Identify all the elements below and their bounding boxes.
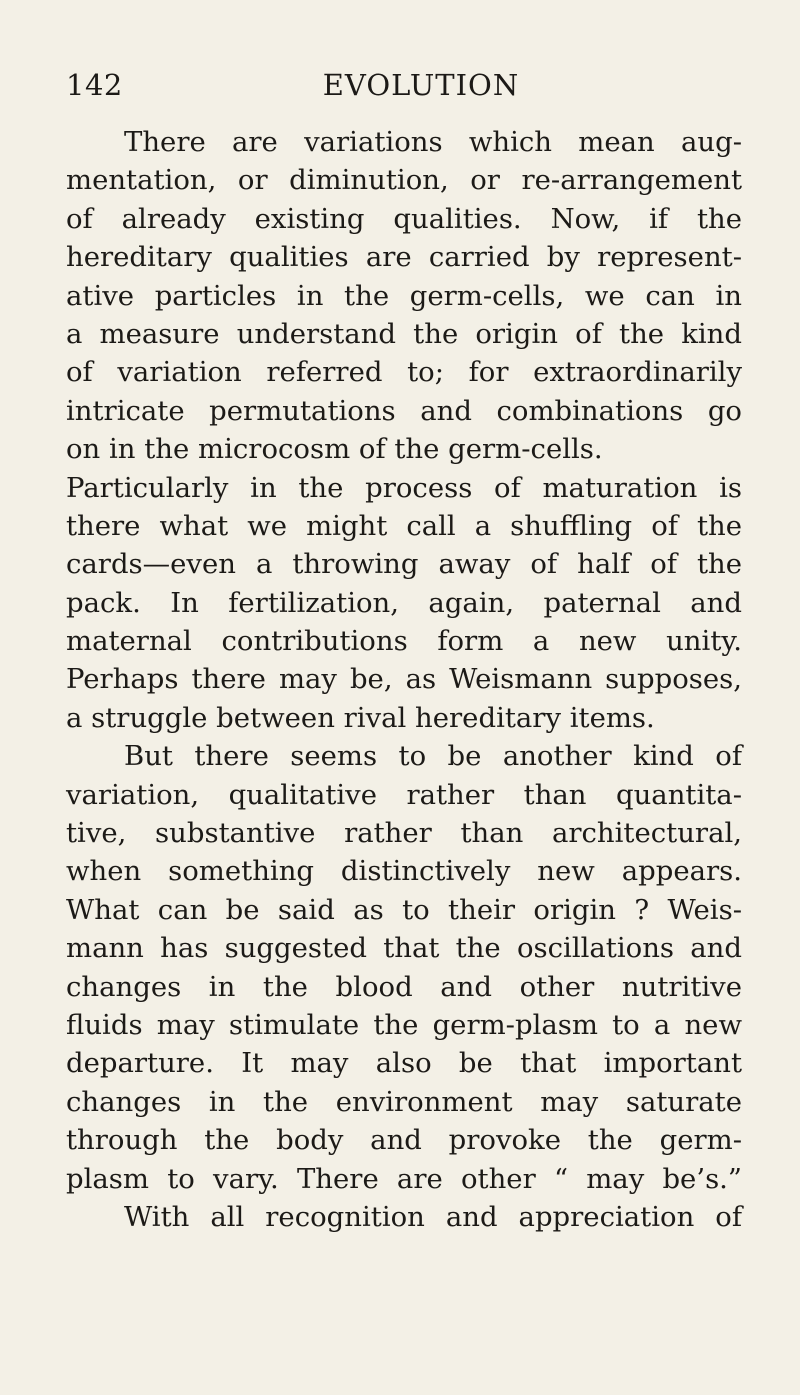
text-line: a measure understand the origin of the kind	[66, 317, 742, 350]
body-text	[66, 123, 742, 1236]
text-line: mentation, or diminution, or re-arrangement	[66, 164, 742, 197]
text-line: Perhaps there may be, as Weismann supposes,	[66, 663, 742, 696]
running-title: EVOLUTION	[322, 68, 520, 102]
text-line: plasm to vary. There are other “ may be’s.”	[66, 1162, 742, 1195]
text-line: intricate permutations and combinations go	[66, 394, 742, 427]
text-line: There are variations which mean aug-	[124, 126, 742, 158]
text-line: What can be said as to their origin ? Weis-	[66, 893, 742, 926]
text-line: tive, substantive rather than architectural,	[66, 817, 742, 850]
running-head	[66, 68, 736, 108]
page-number: 142	[66, 68, 123, 102]
text-line: But there seems to be another kind of	[124, 740, 742, 773]
text-line: when something distinctively new appears.	[66, 855, 742, 888]
text-line: changes in the environment may saturate	[66, 1085, 742, 1118]
text-line: a struggle between rival hereditary items.	[66, 701, 655, 734]
text-line: variation, qualitative rather than quantita-	[66, 778, 742, 811]
text-line: With all recognition and appreciation of	[124, 1200, 742, 1233]
text-line: of already existing qualities. Now, if the	[66, 202, 742, 235]
text-line: of variation referred to; for extraordinarily	[66, 356, 742, 389]
text-line: maternal contributions form a new unity.	[66, 625, 742, 658]
text-line: changes in the blood and other nutritive	[66, 970, 742, 1003]
text-line: pack. In fertilization, again, paternal and	[66, 586, 742, 619]
text-line: departure. It may also be that important	[66, 1047, 742, 1080]
text-line: hereditary qualities are carried by represent-	[66, 241, 742, 274]
text-line: cards—even a throwing away of half of the	[66, 548, 742, 581]
text-line: on in the microcosm of the germ-cells.	[66, 433, 603, 466]
text-line: through the body and provoke the germ-	[66, 1124, 742, 1157]
text-line: ative particles in the germ-cells, we can in	[66, 279, 742, 312]
text-line: Particularly in the process of maturation is	[66, 471, 742, 504]
text-line: there what we might call a shuffling of the	[66, 509, 742, 542]
text-line: mann has suggested that the oscillations and	[66, 932, 742, 965]
text-line: fluids may stimulate the germ-plasm to a new	[66, 1008, 742, 1041]
